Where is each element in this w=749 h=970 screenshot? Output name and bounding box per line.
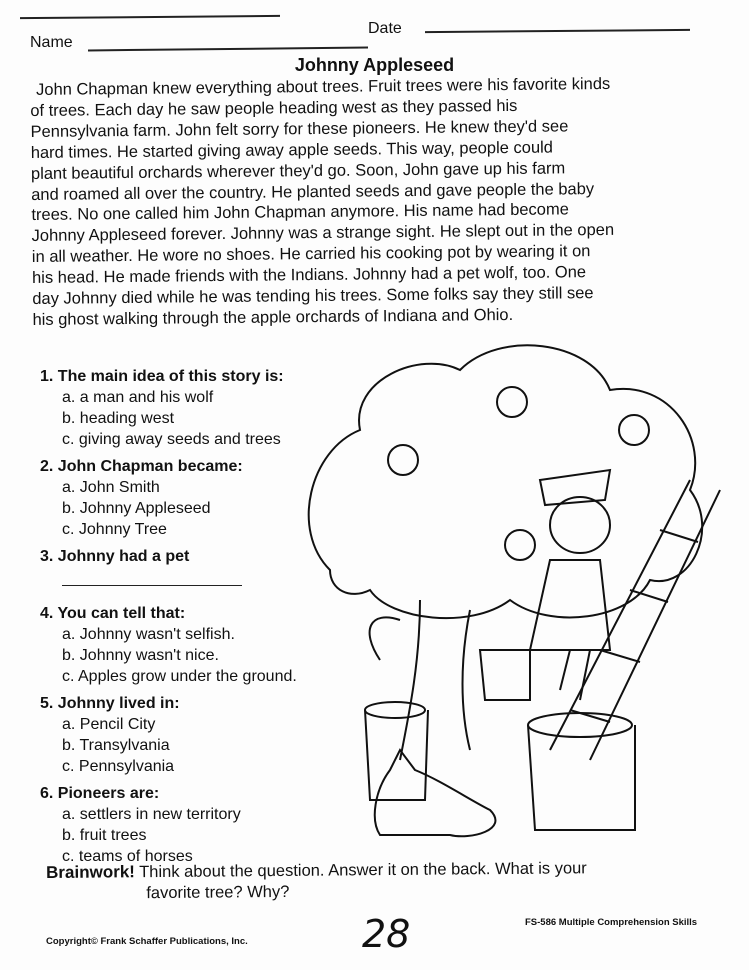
story-line: John Chapman knew everything about trees. Fruit trees were his favorite kinds [36,74,611,99]
story-line: plant beautiful orchards wherever they'd go. Soon, John gave up his farm [30,159,566,183]
apple [619,415,649,445]
brainwork-line1: Think about the question. Answer it on the back. What is your [139,859,587,882]
question-label: 5. Johnny lived in: [40,695,180,712]
barrel-right [528,713,635,830]
date-field[interactable] [425,29,690,33]
story-line: his ghost walking through the apple orchards of Indiana and Ohio. [32,305,514,329]
story-line: in all weather. He wore no shoes. He carried his cooking pot by wearing it on [31,242,591,267]
question-1 [40,366,297,450]
tree-canopy [309,345,702,618]
question-label: 4. You can tell that: [40,605,186,622]
johnny-appleseed-illustration [270,330,740,860]
question-6 [40,783,297,867]
questions [40,362,297,873]
copyright: Copyright© Frank Schaffer Publications, Inc. [46,936,248,947]
johnny-figure [480,470,610,700]
answer-option[interactable]: b. heading west [62,410,175,427]
story-line: trees. No one called him John Chapman anymore. His name had become [31,200,569,225]
barrel-left [365,702,428,800]
apple [505,530,535,560]
brainwork-line2: favorite tree? Why? [146,882,290,903]
apple [388,445,418,475]
answer-option[interactable]: b. Johnny wasn't nice. [62,647,219,664]
date-label: Date [368,20,402,37]
brainwork-prompt [46,857,587,905]
tree-trunk [370,600,470,760]
question-5 [40,693,297,777]
name-field[interactable] [88,47,368,51]
answer-option[interactable]: c. giving away seeds and trees [62,431,281,448]
wolf [375,750,496,836]
answer-option[interactable]: c. Pennsylvania [62,758,175,775]
page-number: 28 [362,912,411,956]
answer-option[interactable]: c. teams of horses [62,848,193,865]
answer-option[interactable]: b. Transylvania [62,737,170,754]
brainwork-label: Brainwork! [46,862,135,882]
question-3 [40,546,297,597]
story-line: of trees. Each day he saw people heading west as they passed his [30,96,518,120]
question-label: 3. Johnny had a pet [40,548,190,565]
answer-option[interactable]: b. Johnny Appleseed [62,500,211,517]
answer-blank[interactable] [62,567,242,586]
story-line: day Johnny died while he was tending his trees. Some folks say they still see [32,284,594,309]
question-2 [40,456,297,540]
answer-option[interactable]: a. Johnny wasn't selfish. [62,626,235,643]
story-line: Pennsylvania farm. John felt sorry for these pioneers. He knew they'd see [30,117,569,141]
story-line: and roamed all over the country. He planted seeds and gave people the baby [31,179,595,204]
book-code: FS-586 Multiple Comprehension Skills [525,917,698,928]
answer-option[interactable]: a. settlers in new territory [62,806,241,823]
story-text [30,74,615,331]
question-4 [40,603,297,687]
story-line: his head. He made friends with the Indians. Johnny had a pet wolf, too. One [31,263,587,288]
answer-option[interactable]: a. John Smith [62,479,160,496]
answer-option[interactable]: a. Pencil City [62,716,156,733]
page-title: Johnny Appleseed [294,55,455,75]
top-rule [20,15,280,19]
question-label: 1. The main idea of this story is: [40,368,284,385]
ladder [550,480,720,760]
name-label: Name [30,34,73,51]
answer-option[interactable]: b. fruit trees [62,827,147,844]
story-line: hard times. He started giving away apple seeds. This way, people could [30,138,554,162]
answer-option[interactable]: c. Apples grow under the ground. [62,668,297,685]
answer-option[interactable]: a. a man and his wolf [62,389,214,406]
question-label: 2. John Chapman became: [40,458,243,475]
answer-option[interactable]: c. Johnny Tree [62,521,167,538]
apple [497,387,527,417]
question-label: 6. Pioneers are: [40,785,160,802]
story-line: Johnny Appleseed forever. Johnny was a strange sight. He slept out in the open [31,221,615,246]
